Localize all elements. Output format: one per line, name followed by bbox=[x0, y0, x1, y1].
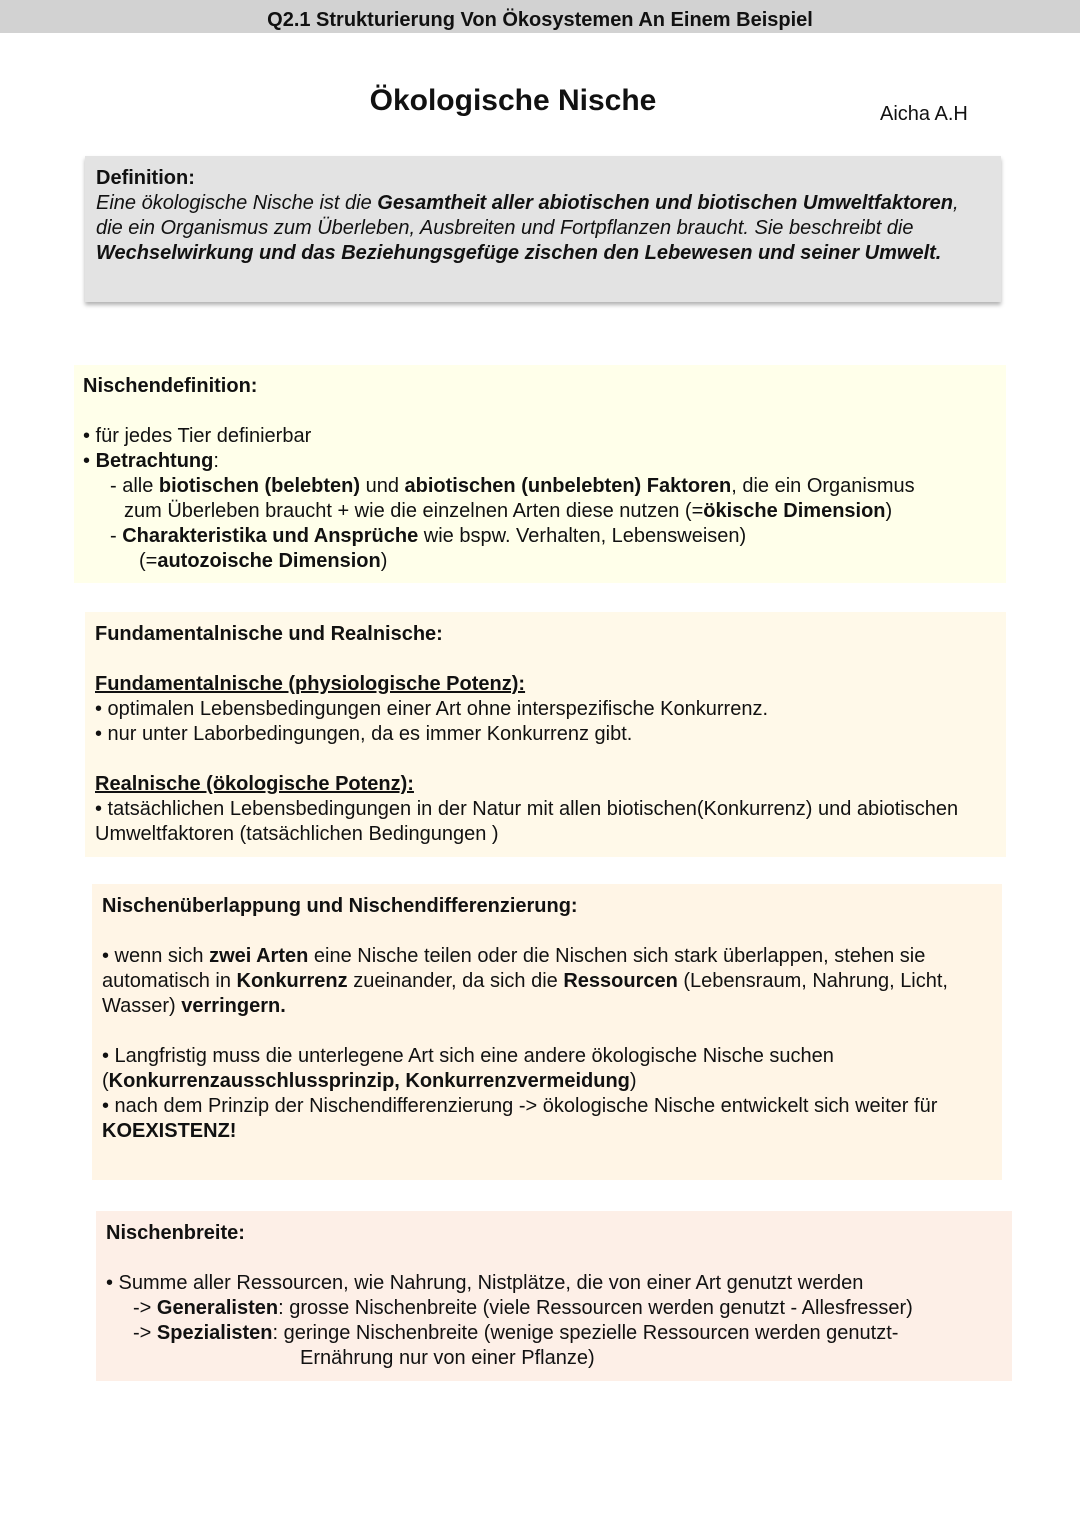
nd-s2-e: autozoische Dimension bbox=[157, 550, 381, 572]
nischendefinition-heading: Nischendefinition: bbox=[83, 375, 258, 397]
nu-p2-c: ) bbox=[629, 1070, 637, 1092]
fundamental-bullet-2: • nur unter Laborbedingungen, da es immer Konkurrenz gibt. bbox=[95, 723, 633, 745]
nb-l2-a: -> bbox=[133, 1297, 157, 1319]
nu-p1-h: verringern. bbox=[181, 995, 286, 1017]
nu-p2-a: • Langfristig muss die unterlegene Art sich eine andere ökologische Nische suchen ( bbox=[102, 1045, 834, 1092]
nu-p3-b: KOEXISTENZ! bbox=[102, 1120, 237, 1142]
nd-s1-g: ökische Dimension bbox=[703, 500, 886, 522]
breite-line-1: • Summe aller Ressourcen, wie Nahrung, Nistplätze, die von einer Art genutzt werden bbox=[106, 1272, 864, 1294]
ueberlappung-p1 bbox=[102, 944, 992, 1019]
definition-text bbox=[96, 191, 990, 266]
page-title: Ökologische Nische bbox=[369, 84, 657, 117]
breite-line-2 bbox=[106, 1296, 1002, 1321]
breite-box bbox=[96, 1211, 1012, 1381]
definition-b1: Gesamtheit aller abiotischen und biotischen Umweltfaktoren bbox=[377, 192, 953, 214]
nd-s1-c: und bbox=[360, 475, 405, 497]
nb-l2-c: : grosse Nischenbreite (viele Ressourcen werden genutzt - Allesfresser) bbox=[278, 1297, 913, 1319]
nu-p2-b: Konkurrenzausschlussprinzip, Konkurrenzvermeidung bbox=[108, 1070, 630, 1092]
nd-s1-f: zum Überleben braucht + wie die einzelnen Arten diese nutzen (= bbox=[124, 500, 704, 522]
ueberlappung-box bbox=[92, 884, 1002, 1180]
nd-s1-e: , die ein Organismus bbox=[731, 475, 915, 497]
definition-heading: Definition: bbox=[96, 167, 195, 189]
nb-l3-c: : geringe Nischenbreite (wenige spezielle Ressourcen werden genutzt- bbox=[272, 1322, 899, 1344]
nu-p1-b: zwei Arten bbox=[209, 945, 309, 967]
nischendefinition-box bbox=[74, 365, 1006, 583]
nu-p1-f: Ressourcen bbox=[563, 970, 678, 992]
ueberlappung-p3 bbox=[102, 1094, 992, 1144]
nd-sub-1 bbox=[83, 474, 997, 499]
fundamental-box bbox=[85, 612, 1006, 857]
nd-l2-text: : bbox=[213, 450, 219, 472]
nb-l3-a: -> bbox=[133, 1322, 157, 1344]
nd-s2-c: wie bspw. Verhalten, Lebensweisen) bbox=[418, 525, 747, 547]
nd-sub-1-cont bbox=[83, 499, 997, 524]
nd-l2-bold: Betrachtung bbox=[95, 450, 214, 472]
header-title: Q2.1 Strukturierung Von Ökosystemen An Einem Beispiel bbox=[267, 9, 813, 31]
nd-s1-d: abiotischen (unbelebten) Faktoren bbox=[404, 475, 732, 497]
nu-p1-a: • wenn sich bbox=[102, 945, 210, 967]
breite-heading: Nischenbreite: bbox=[106, 1222, 245, 1244]
fundamental-sub-2: Realnische (ökologische Potenz): bbox=[95, 773, 414, 795]
nu-p1-d: Konkurrenz bbox=[236, 970, 348, 992]
ueberlappung-p2 bbox=[102, 1044, 992, 1094]
fundamental-bullet-3: • tatsächlichen Lebensbedingungen in der Natur mit allen biotischen(Konkurrenz) und abiotischen Umweltfaktoren (tatsächlichen Bedingungen ) bbox=[95, 798, 959, 845]
nd-line-1: • für jedes Tier definierbar bbox=[83, 425, 312, 447]
nu-p1-g: (Lebensraum, Nahrung, Licht, Wasser) bbox=[102, 970, 948, 1017]
ueberlappung-heading: Nischenüberlappung und Nischendifferenzierung: bbox=[102, 895, 578, 917]
nb-l2-b: Generalisten bbox=[156, 1297, 279, 1319]
author: Aicha A.H bbox=[880, 103, 968, 125]
nd-line-2 bbox=[83, 449, 997, 474]
definition-b2: Wechselwirkung und das Beziehungsgefüge zischen den Lebewesen und seiner Umwelt. bbox=[96, 242, 942, 264]
nd-s2-f: ) bbox=[380, 550, 388, 572]
nu-p1-e: zueinander, da sich die bbox=[347, 970, 564, 992]
nd-sub-2-cont bbox=[83, 549, 997, 574]
fundamental-bullet-1: • optimalen Lebensbedingungen einer Art ohne interspezifische Konkurrenz. bbox=[95, 698, 768, 720]
nd-l2-bullet: • bbox=[83, 450, 96, 472]
definition-t1: Eine ökologische Nische ist die bbox=[96, 192, 378, 214]
breite-line-3 bbox=[106, 1321, 1002, 1346]
nu-p3-a: • nach dem Prinzip der Nischendifferenzierung -> ökologische Nische entwickelt sich weiter für bbox=[102, 1095, 938, 1117]
fundamental-sub-1: Fundamentalnische (physiologische Potenz): bbox=[95, 673, 526, 695]
nd-s2-d: (= bbox=[139, 550, 158, 572]
fundamental-heading: Fundamentalnische und Realnische: bbox=[95, 623, 443, 645]
nd-s1-b: biotischen (belebten) bbox=[158, 475, 361, 497]
nb-l3-b: Spezialisten bbox=[156, 1322, 273, 1344]
nd-s2-a: - bbox=[110, 525, 123, 547]
breite-line-4: Ernährung nur von einer Pflanze) bbox=[300, 1347, 595, 1369]
definition-t2: , die ein Organismus zum Überleben, Ausbreiten und Fortpflanzen braucht. Sie beschreibt die bbox=[96, 192, 959, 239]
nu-p1-c: eine Nische teilen oder die Nischen sich stark überlappen, stehen sie automatisch in bbox=[102, 945, 926, 992]
nd-s2-b: Charakteristika und Ansprüche bbox=[122, 525, 419, 547]
nd-sub-2 bbox=[83, 524, 997, 549]
nd-s1-h: ) bbox=[885, 500, 893, 522]
nd-s1-a: - alle bbox=[110, 475, 159, 497]
header-bar bbox=[0, 0, 1080, 33]
definition-box bbox=[85, 156, 1001, 302]
